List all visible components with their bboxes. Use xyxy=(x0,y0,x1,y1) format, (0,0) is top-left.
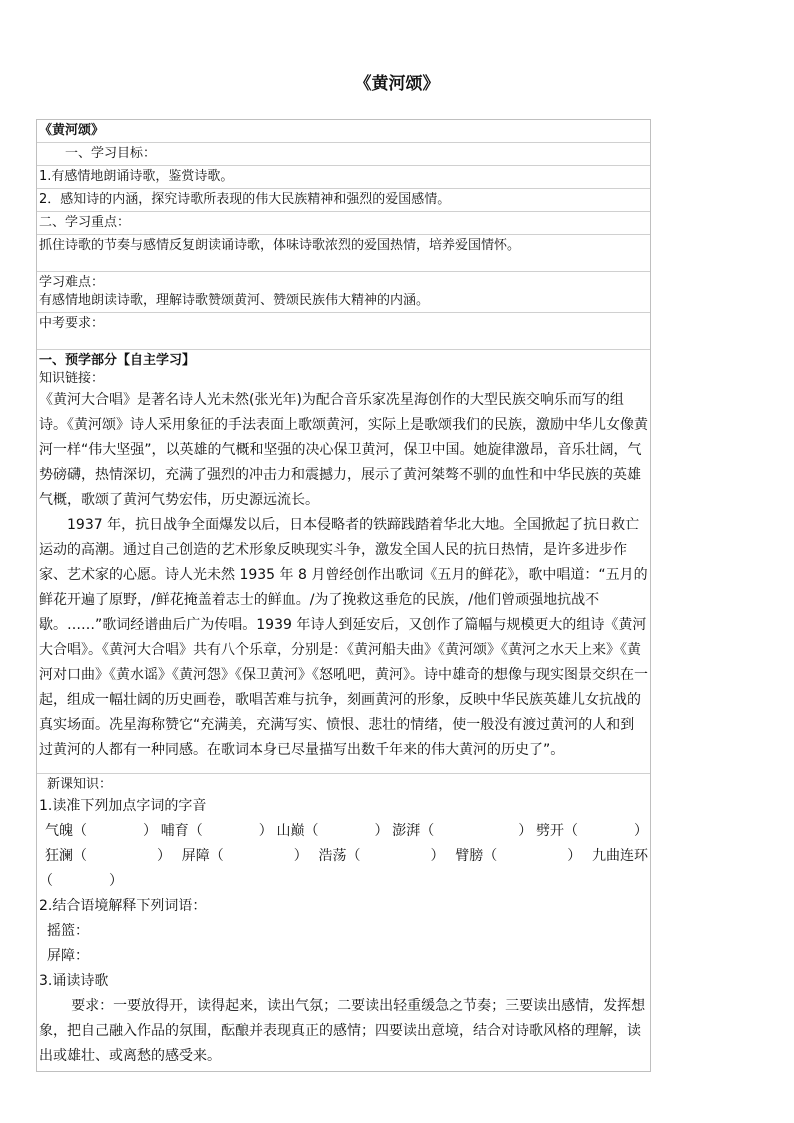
pronunciation-line-2 xyxy=(39,844,648,869)
knowledge-link-para-2: 1937 年，抗日战争全面爆发以后，日本侵略者的铁蹄践踏着华北大地。全国掀起了抗日救亡运动的高潮。通过自己创造的艺术形象反映现实斗争，激发全国人民的抗日热情，是许多进步作家、艺术家的心愿。诗人光未然 1935 年 8 月曾经创作出歌词《五月的鲜花》，歌中唱道：“五月的鲜花开遍了原野，/鲜花掩盖着志士的鲜血。/为了挽救这垂危的民族，/他们曾顽强地抗战不歇。……”歌词经谱曲后广为传唱。1939 年诗人到延安后，又创作了篇幅与规模更大的组诗《黄河大合唱》。《黄河大合唱》共有八个乐章，分别是：《黄河船夫曲》《黄河颂》《黄河之水天上来》《黄河对口曲》《黄水谣》《黄河怨》《保卫黄河》《怒吼吧，黄河》。诗中雄奇的想像与现实图景交织在一起，组成一幅壮阔的历史画卷，歌唱苦难与抗争，刻画黄河的形象，反映中华民族英雄儿女抗战的真实场面。冼星海称赞它“充满美，充满写实、愤恨、悲壮的情绪，使一般没有渡过黄河的人和到过黄河的人都有一种同感。在歌词本身已尽量描写出数千年来的伟大黄河的历史了”。 xyxy=(39,517,648,758)
new-knowledge-heading: 新课知识： xyxy=(47,777,113,792)
question-2: 2.结合语境解释下列词语： xyxy=(39,898,207,914)
document-title: 《黄河颂》 xyxy=(354,74,440,94)
knowledge-link-para-1: 《黄河大合唱》是著名诗人光未然(张光年)为配合音乐家冼星海创作的大型民族交响乐而写的组诗。《黄河颂》诗人采用象征的手法表面上歌颂黄河，实际上是歌颂我们的民族，激励中华儿女像黄河一样“伟大坚强”，以英雄的气概和坚强的决心保卫黄河，保卫中国。她旋律激昂，音乐壮阔，气势磅礴，热情深切，充满了强烈的冲击力和震撼力，展示了黄河桀骜不驯的血性和中华民族的英雄气概，歌颂了黄河气势宏伟，历史源远流长。 xyxy=(39,392,648,508)
key-points-heading-row xyxy=(37,212,650,235)
pron-item: 哺育（ ） xyxy=(160,823,273,839)
section-label: 《黄河颂》 xyxy=(39,123,105,138)
new-knowledge-row xyxy=(37,774,650,1071)
pron-item: 气魄（ ） xyxy=(45,823,157,839)
difficulty-text: 有感情地朗读诗歌，理解诗歌赞颂黄河、赞颂民族伟大精神的内涵。 xyxy=(39,293,430,308)
key-points-heading: 二、学习重点： xyxy=(39,215,131,230)
table-header-row xyxy=(37,120,650,143)
pronunciation-line-1 xyxy=(39,819,648,844)
preview-heading: 一、预学部分【自主学习】 xyxy=(39,353,196,368)
key-points-text: 抓住诗歌的节奏与感情反复朗读诵诗歌，体味诗歌浓烈的爱国热情，培养爱国情怀。 xyxy=(39,238,521,253)
pron-item: 臂膀（ ） xyxy=(455,848,582,864)
question-3: 3.诵读诗歌 xyxy=(39,973,109,989)
pronunciation-line-3: （ ） xyxy=(39,873,123,889)
knowledge-link-heading: 知识链接： xyxy=(39,371,105,386)
difficulty-heading: 学习难点： xyxy=(39,275,105,290)
pron-item: 澎湃（ ） xyxy=(392,823,533,839)
pron-item: 山巅（ ） xyxy=(276,823,389,839)
reading-requirement: 要求：一要放得开，读得起来，读出气氛；二要读出轻重缓急之节奏；三要读出感情，发挥想象，把自己融入作品的氛围，酝酿并表现真正的感情；四要读出意境，结合对诗歌风格的理解，读出或雄壮、或离愁的感受来。 xyxy=(39,998,646,1064)
exam-heading: 中考要求： xyxy=(39,316,105,331)
pron-item: 狂澜（ ） xyxy=(45,848,171,864)
pron-item: 九曲连环 xyxy=(592,848,648,864)
pron-item: 屏障（ ） xyxy=(181,848,308,864)
preview-row xyxy=(37,350,650,774)
word-barrier: 屏障： xyxy=(47,948,89,964)
difficulty-row xyxy=(37,272,650,313)
objectives-row xyxy=(37,143,650,166)
pron-item: 浩荡（ ） xyxy=(318,848,445,864)
question-1: 1.读准下列加点字词的字音 xyxy=(39,798,207,814)
objectives-heading: 一、学习目标： xyxy=(65,146,157,161)
objective-item-2: 2．感知诗的内涵，探究诗歌所表现的伟大民族精神和强烈的爱国感情。 xyxy=(37,189,650,212)
objective-item-1: 1.有感情地朗诵诗歌，鉴赏诗歌。 xyxy=(37,166,650,189)
pron-item: 劈开（ ） xyxy=(536,823,648,839)
word-cradle: 摇篮： xyxy=(47,923,89,939)
lesson-table xyxy=(36,119,651,1072)
key-points-text-row xyxy=(37,235,650,272)
exam-row xyxy=(37,313,650,350)
